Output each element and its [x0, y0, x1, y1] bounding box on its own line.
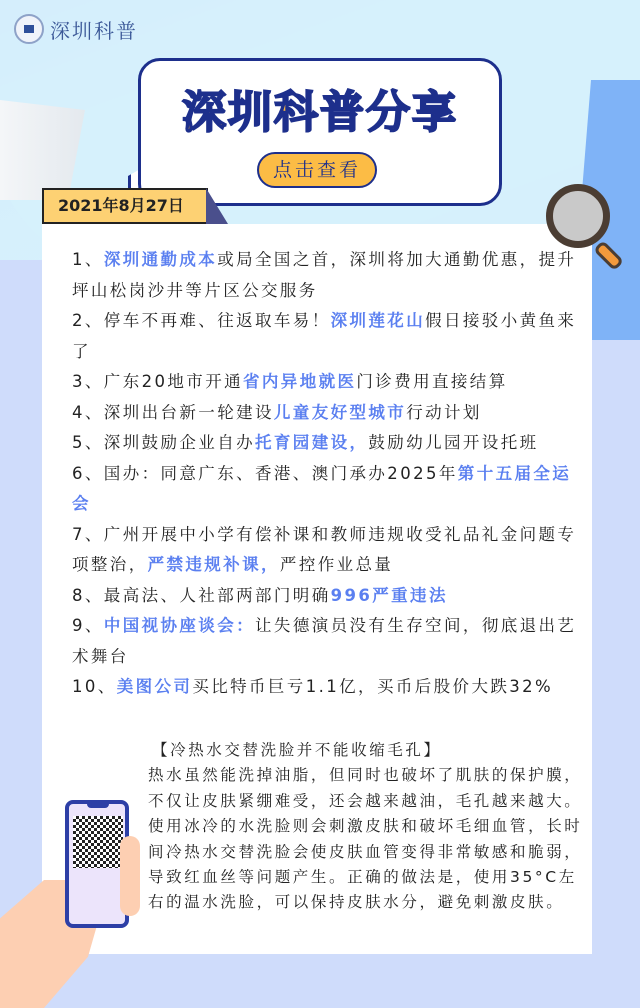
tip-body: 热水虽然能洗掉油脂，但同时也破坏了肌肤的保护膜，不仅让皮肤紧绷难受，还会越来越油，毛孔越来越大。使用冰冷的水洗脸则会刺激皮肤和破坏毛细血管，长时间冷热水交替洗脸会使皮肤血管变得非常敏感和脆弱，导致红血丝等问题产生。正确的做法是，使用35°C左右的温水洗脸，可以保持皮肤水分，避免刺激皮肤。 — [148, 766, 583, 912]
news-item — [72, 245, 586, 306]
news-item — [72, 520, 586, 581]
phone-notch — [87, 802, 109, 808]
news-text: 鼓励幼儿园开设托班 — [368, 433, 539, 452]
news-text: 假日接驳小黄鱼来了 — [72, 311, 577, 361]
news-item — [72, 581, 586, 612]
logo-text: 深圳科普 — [50, 18, 138, 43]
news-text: 10、 — [72, 677, 117, 696]
logo — [14, 14, 138, 44]
news-item — [72, 306, 586, 367]
news-text: 8、最高法、人社部两部门明确 — [72, 585, 331, 605]
tip-section — [148, 738, 592, 916]
news-item — [72, 398, 586, 429]
logo-seal-icon — [14, 14, 44, 44]
date-badge: 2021年8月27日 — [42, 188, 208, 224]
news-highlight-link[interactable]: 省内异地就医 — [243, 372, 357, 391]
news-text: 严控作业总量 — [279, 555, 394, 574]
news-highlight-link[interactable]: 深圳通勤成本 — [103, 250, 218, 269]
news-item — [72, 611, 586, 672]
news-text: 6、国办：同意广东、香港、澳门承办2025年 — [72, 463, 458, 483]
news-item — [72, 672, 586, 703]
news-item — [72, 459, 586, 520]
news-text: 3、广东20地市开通 — [72, 372, 243, 391]
news-text: 或局全国之首，深圳将加大通勤优惠，提升坪山松岗沙井等片区公交服务 — [72, 250, 577, 300]
news-text: 行动计划 — [406, 402, 482, 422]
news-text: 1、 — [72, 250, 104, 269]
news-text: 门诊费用直接结算 — [356, 372, 508, 391]
news-highlight-link[interactable]: 深圳莲花山 — [330, 311, 426, 330]
news-text: 9、 — [72, 616, 104, 635]
news-highlight-link[interactable]: 中国视协座谈会： — [103, 616, 256, 635]
page-title: 深圳科普分享 — [182, 87, 458, 138]
view-button[interactable]: 点击查看 — [257, 152, 377, 188]
news-highlight-link[interactable]: 美图公司 — [116, 677, 193, 696]
news-item — [72, 428, 586, 459]
news-list — [72, 245, 586, 703]
news-text: 2、停车不再难、往返取车易！ — [72, 311, 331, 330]
qr-code[interactable] — [73, 816, 123, 868]
tip-title: 【冷热水交替洗脸并不能收缩毛孔】 — [152, 741, 442, 759]
news-text: 5、深圳鼓励企业自办 — [72, 433, 255, 452]
news-highlight-link[interactable]: 严禁违规补课， — [147, 555, 280, 574]
finger-illustration — [120, 836, 140, 916]
news-highlight-link[interactable]: 托育园建设， — [255, 433, 369, 452]
news-text: 让失德演员没有生存空间，彻底退出艺术舞台 — [72, 616, 577, 666]
magnifier-icon — [546, 184, 610, 248]
news-text: 买比特币巨亏1.1亿，买币后股价大跌32% — [192, 677, 554, 696]
news-highlight-link[interactable]: 第十五届全运会 — [72, 463, 572, 513]
news-highlight-link[interactable]: 儿童友好型城市 — [273, 402, 407, 422]
news-text: 7、广州开展中小学有偿补课和教师违规收受礼品礼金问题专项整治， — [72, 524, 577, 574]
news-item — [72, 367, 586, 398]
news-highlight-link[interactable]: 996严重违法 — [330, 585, 448, 605]
news-text: 4、深圳出台新一轮建设 — [72, 402, 274, 422]
